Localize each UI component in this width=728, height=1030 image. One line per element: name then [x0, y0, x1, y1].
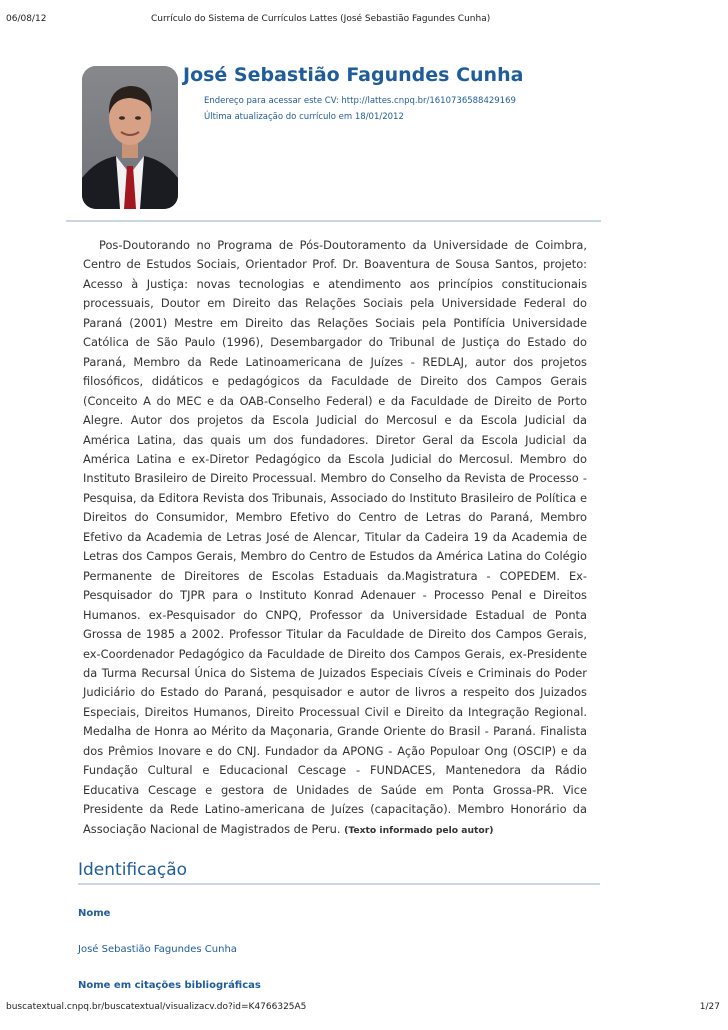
field-label-citacoes: Nome em citações bibliográficas	[78, 980, 261, 991]
profile-photo	[82, 66, 178, 209]
print-footer	[0, 998, 728, 1030]
profile-name: José Sebastião Fagundes Cunha	[183, 64, 524, 86]
print-date: 06/08/12	[6, 14, 47, 24]
header-divider	[66, 220, 601, 222]
cv-last-updated: Última atualização do currículo em 18/01/2012	[204, 112, 404, 122]
print-header	[0, 0, 728, 30]
print-url: buscatextual.cnpq.br/buscatextual/visualizacv.do?id=K4766325A5	[6, 1002, 307, 1012]
field-value-nome: José Sebastião Fagundes Cunha	[78, 944, 237, 955]
author-note: (Texto informado pelo autor)	[344, 824, 494, 836]
person-photo-illustration	[82, 66, 178, 209]
summary-text: Pos-Doutorando no Programa de Pós-Doutoramento da Universidade de Coimbra, Centro de Estudos Sociais, Orientador Prof. Dr. Boaventura de Sousa Santos, projeto: Acesso à Justiça: novas tecnologias e atendimento aos princípios constitucionais processuais, Doutor em Direito das Relações Sociais pela Universidade Federal do Paraná (2001) Mestre em Direito das Relações Sociais pela Pontifícia Universidade Católica de São Paulo (1996), Desembargador do Tribunal de Justiça do Estado do Paraná, Membro da Rede Latinoamericana de Juízes - REDLAJ, autor dos projetos filosóficos, didáticos e pedagógicos da Faculdade de Direito dos Campos Gerais (Conceito A do MEC e da OAB-Conselho Federal) e da Faculdade de Direito de Porto Alegre. Autor dos projetos da Escola Judicial do Mercosul e da Escola Judicial da América Latina, das quais um dos fundadores. Diretor Geral da Escola Judicial da América Latina e ex-Diretor Pedagógico da Escola Judicial do Mercosul. Membro do Instituto Brasileiro de Direito Processual. Membro do Conselho da Revista de Processo - Pesquisa, da Editora Revista dos Tribunais, Associado do Instituto Brasileiro de Política e Direitos do Consumidor, Membro Efetivo do Centro de Letras do Paraná, Membro Efetivo da Academia de Letras José de Alencar, Titular da Cadeira 19 da Academia de Letras dos Campos Gerais, Membro do Centro de Estudos da América Latina do Colégio Permanente de Direitores de Escolas Estaduais da.Magistratura - COPEDEM. Ex-Pesquisador do TJPR para o Instituto Konrad Adenauer - Processo Penal e Direitos Humanos. ex-Pesquisador do CNPQ, Professor da Universidade Estadual de Ponta Grossa de 1985 a 2002. Professor Titular da Faculdade de Direito dos Campos Gerais, ex-Coordenador Pedagógico da Faculdade de Direito dos Campos Gerais, ex-Presidente da Turma Recursal Única do Sistema de Juizados Especiais Cíveis e Criminais do Poder Judiciário do Estado do Paraná, pesquisador e autor de livros a respeito dos Juizados Especiais, Direitos Humanos, Direito Processual Civil e Direito da Integração Regional. Medalha de Honra ao Mérito da Maçonaria, Grande Oriente do Brasil - Paraná. Finalista dos Prêmios Inovare e do CNJ. Fundador da APONG - Ação Populoar Ong (OSCIP) e da Fundação Cultural e Educacional Cescage - FUNDACES, Mantenedora da Rádio Educativa Cescage e gestora de Unidades de Saúde em Ponta Grossa-PR. Vice Presidente da Rede Latino-americana de Juízes (capacitação). Membro Honorário da Associação Nacional de Magistrados de Peru.	[83, 238, 587, 836]
print-page-title: Currículo do Sistema de Currículos Lattes (José Sebastião Fagundes Cunha)	[151, 14, 491, 24]
page-number: 1/27	[699, 1002, 720, 1012]
summary-paragraph	[83, 236, 587, 840]
section-divider	[78, 883, 600, 885]
cv-address-line[interactable]: Endereço para acessar este CV: http://lattes.cnpq.br/1610736588429169	[204, 96, 516, 106]
section-title-identificacao: Identificação	[78, 860, 188, 880]
field-label-nome: Nome	[78, 908, 111, 919]
